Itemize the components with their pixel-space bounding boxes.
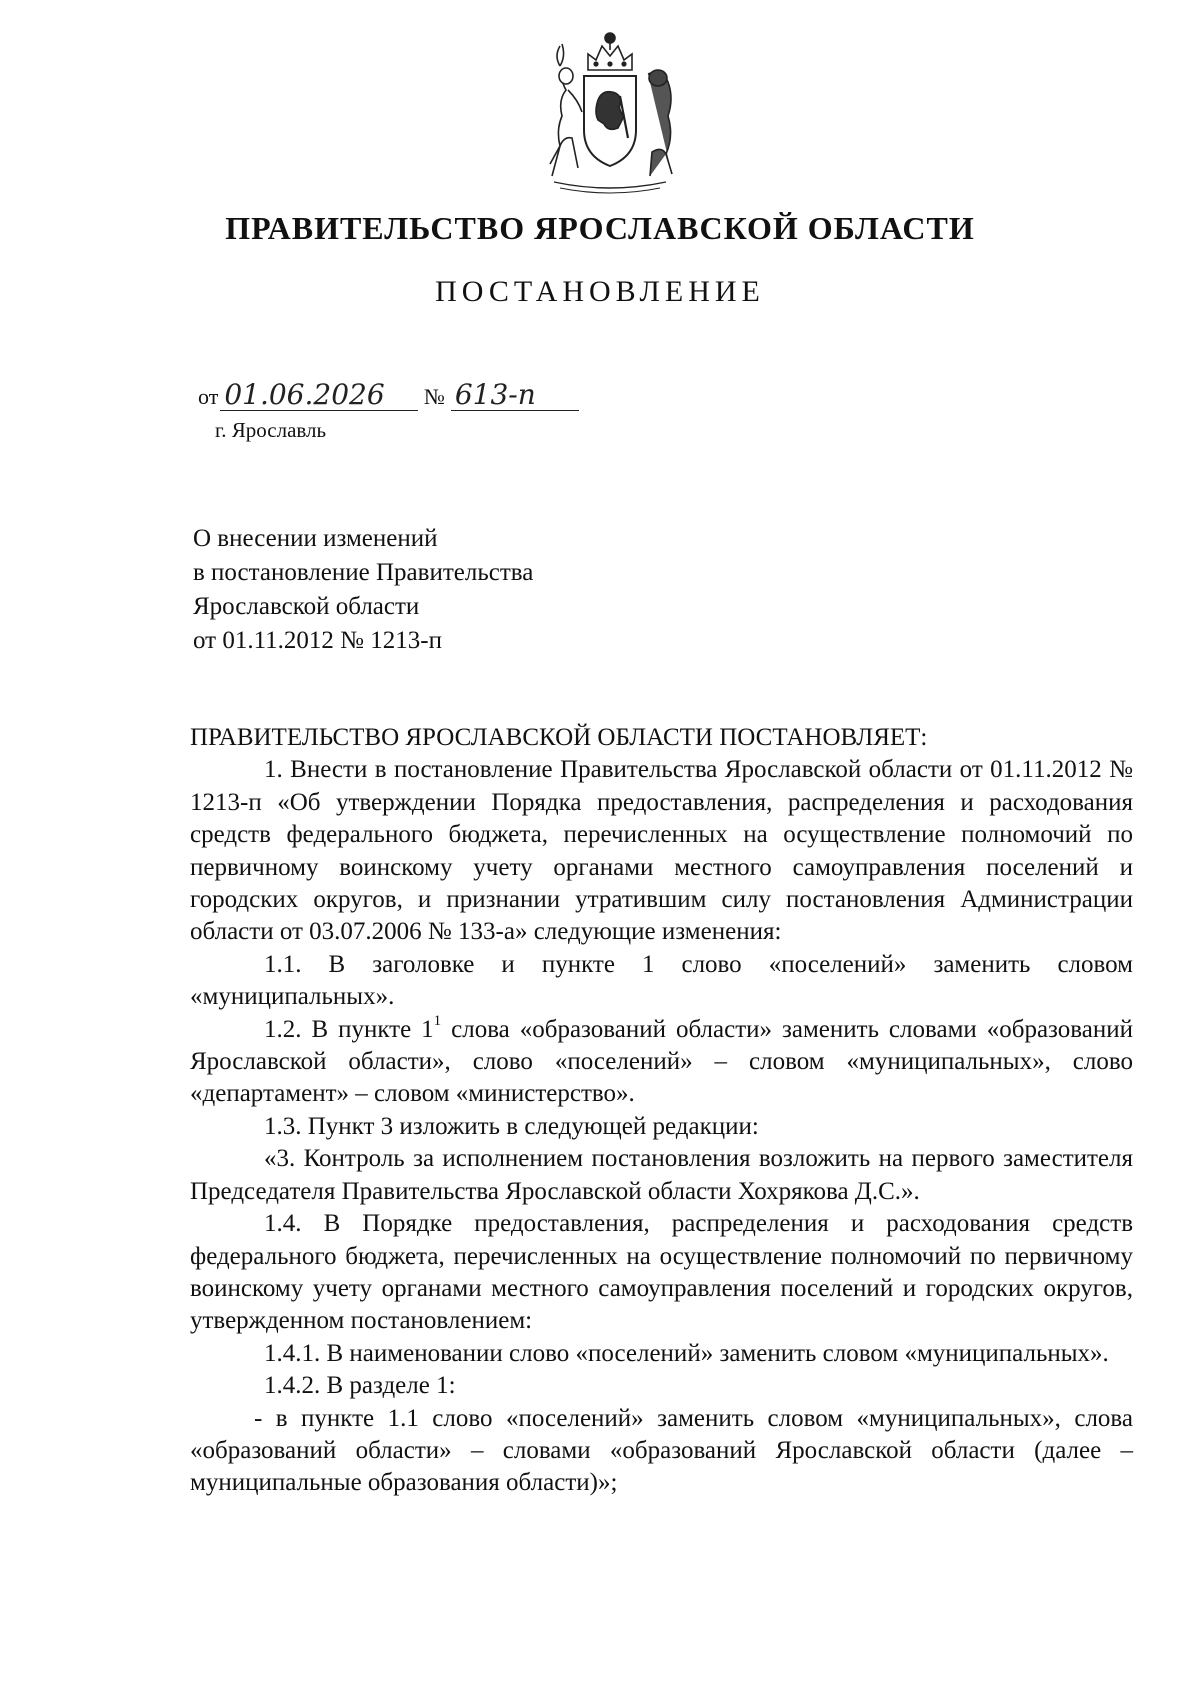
document-subject <box>193 522 633 658</box>
paragraph-1-4-2-item: - в пункте 1.1 слово «поселений» заменить словом «муниципальных», слова «образований области» – словами «образований Ярославской области (далее – муниципальные образования области)»; <box>190 1404 1133 1497</box>
subject-line: О внесении изменений <box>193 525 438 552</box>
subject-line: в постановление Правительства <box>193 559 534 586</box>
preamble: ПРАВИТЕЛЬСТВО ЯРОСЛАВСКОЙ ОБЛАСТИ ПОСТАНОВЛЯЕТ: <box>190 724 928 751</box>
paragraph-1-2-rest: слова «образований области» заменить словами «образований Ярославской области», слово «поселений» – словом «муниципальных», слово «департамент» – словом «министерство». <box>190 1015 1133 1108</box>
paragraph-1-3-quote: «3. Контроль за исполнением постановления возложить на первого заместителя Председателя Правительства Ярославской области Хохрякова Д.С.». <box>190 1145 1133 1205</box>
subject-line: Ярославской области <box>193 593 420 620</box>
handwritten-number: 613-п <box>451 380 579 411</box>
paragraph-1-2-start: 1.2. В пункте 1 <box>264 1015 434 1043</box>
registration-line <box>198 380 579 411</box>
city: г. Ярославль <box>215 418 327 442</box>
coat-of-arms-icon <box>530 26 690 198</box>
number-label: № <box>423 384 445 409</box>
document-body <box>190 722 1133 1500</box>
document-type: ПОСТАНОВЛЕНИЕ <box>435 275 765 308</box>
paragraph-1-3: 1.3. Пункт 3 изложить в следующей редакции: <box>264 1112 759 1140</box>
subject-line: от 01.11.2012 № 1213-п <box>193 627 442 654</box>
superscript: 1 <box>433 1013 442 1030</box>
paragraph-1-4: 1.4. В Порядке предоставления, распределения и расходования средств федерального бюджета, перечисленных на осуществление полномочий по первичному воинскому учету органами местного самоуправления поселений и городских округов, утвержденном постановлением: <box>190 1210 1133 1335</box>
date-label: от <box>198 384 219 409</box>
paragraph-1: 1. Внести в постановление Правительства Ярославской области от 01.11.2012 № 1213-п «Об утверждении Порядка предоставления, распределения и расходования средств федерального бюджета, перечисленных на осуществление полномочий по первичному воинскому учету органами местного самоуправления поселений и городских округов, и признании утратившим силу постановления Администрации области от 03.07.2006 № 133-а» следующие изменения: <box>190 756 1133 946</box>
paragraph-1-1: 1.1. В заголовке и пункте 1 слово «поселений» заменить словом «муниципальных». <box>190 950 1133 1011</box>
paragraph-1-4-2: 1.4.2. В разделе 1: <box>264 1372 456 1400</box>
paragraph-1-4-1: 1.4.1. В наименовании слово «поселений» заменить словом «муниципальных». <box>264 1339 1109 1367</box>
paragraph-1-2 <box>190 1014 1133 1111</box>
organization-title: ПРАВИТЕЛЬСТВО ЯРОСЛАВСКОЙ ОБЛАСТИ <box>225 210 975 246</box>
handwritten-date: 01.06.2026 <box>220 380 418 411</box>
